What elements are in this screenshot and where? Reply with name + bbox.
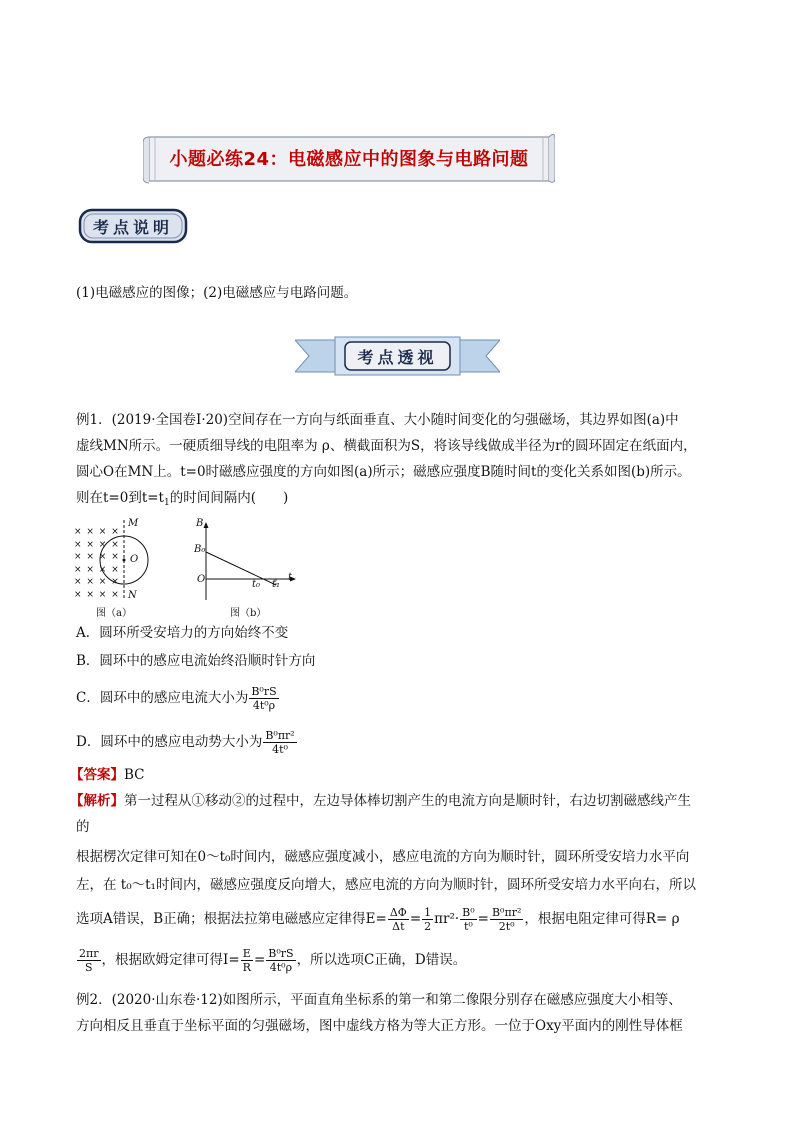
frac-denominator: S xyxy=(84,961,93,974)
frac-numerator: B⁰πr² xyxy=(491,906,522,919)
ex2-line1: 例2．(2020·山东卷·12)如图所示，平面直角坐标系的第一和第二像限分别存在磁感应强度大小相等、 xyxy=(76,992,682,1008)
frac-numerator: B⁰rS xyxy=(268,947,294,960)
figure-b-drawing xyxy=(194,522,299,602)
fraction-half xyxy=(422,906,433,933)
frac-numerator: 2πr xyxy=(79,947,99,960)
frac-denominator: 4t⁰ρ xyxy=(269,961,293,974)
frac-numerator: 1 xyxy=(424,906,432,919)
an5-text-a: 选项A错误，B正确；根据法拉第电磁感应定律得E= xyxy=(76,911,387,927)
answer-label: 【答案】 xyxy=(70,767,124,783)
label-O: O xyxy=(130,554,139,565)
figure-b xyxy=(194,518,299,619)
analysis-line6 xyxy=(76,947,466,974)
analysis-text-1: 第一过程从①移动②的过程中，左边导体棒切割产生的电流方向是顺时针，右边切割磁感线产生 xyxy=(124,793,691,809)
ex1-line4 xyxy=(76,488,288,513)
label-t0: t₀ xyxy=(252,579,261,590)
frac-denominator: t⁰ xyxy=(463,920,473,933)
ex1-line3: 圆心O在MN上。t=0时磁感应强度的方向如图(a)所示；磁感应强度B随时间t的变化关系如图(b)所示。 xyxy=(76,464,691,480)
label-t1: t₁ xyxy=(272,579,281,590)
fraction-b-t xyxy=(460,906,477,933)
explain-text: (1)电磁感应的图像；(2)电磁感应与电路问题。 xyxy=(76,285,358,301)
cross-row: × × × × xyxy=(74,589,120,600)
answer-value: BC xyxy=(124,767,145,783)
fraction-e-r xyxy=(241,947,253,974)
fraction-emf xyxy=(490,906,523,933)
option-d-fraction xyxy=(263,729,296,756)
page-title: 小题必练24：电磁感应中的图象与电路问题 xyxy=(169,149,529,170)
frac-numerator: ΔΦ xyxy=(389,906,407,919)
fraction-resistance xyxy=(77,947,101,974)
label-origin: O xyxy=(197,574,206,585)
cross-row: × × × × xyxy=(74,564,120,575)
option-d-text: D．圆环中的感应电动势大小为 xyxy=(76,734,263,750)
cross-row: × × × × xyxy=(74,527,120,537)
analysis-line4: 左，在 t₀～t₁时间内，磁感应强度反向增大，感应电流的方向为顺时针，圆环所受安培力水平向右，所以 xyxy=(76,877,696,893)
cross-row: × × × × xyxy=(74,577,120,587)
frac-denominator: R xyxy=(242,961,251,974)
frac-numerator: B⁰ xyxy=(462,906,475,919)
analysis-line2: 的 xyxy=(76,819,90,835)
label-B: B xyxy=(196,518,204,529)
analysis-line5 xyxy=(76,906,680,933)
frac-denominator: Δt xyxy=(392,920,405,933)
cross-row: × × × × xyxy=(74,539,120,550)
an5-text-b: ，根据电阻定律可得R= ρ xyxy=(524,911,680,927)
ex1-line1: 例1．(2019·全国卷Ⅰ·20)空间存在一方向与纸面垂直、大小随时间变化的匀强磁场，其边界如图(a)中 xyxy=(76,412,679,428)
frac-denominator: 4t⁰ xyxy=(272,743,288,756)
ex2-line2: 方向相反且垂直于坐标平面的匀强磁场，图中虚线方格为等大正方形。一位于Oxy平面内的刚性导体框 xyxy=(76,1018,683,1034)
frac-denominator: 2 xyxy=(424,920,432,933)
frac-numerator: E xyxy=(241,947,253,961)
eq-sign: = xyxy=(409,911,422,927)
section-badge-insight xyxy=(295,336,500,376)
analysis-line3: 根据楞次定律可知在0～t₀时间内，磁感应强度减小，感应电流的方向为顺时针，圆环所受安培力水平向 xyxy=(76,849,690,865)
ex1-line4-sub: 1 xyxy=(164,498,170,508)
option-b: B．圆环中的感应电流始终沿顺时针方向 xyxy=(76,653,316,669)
fraction-current xyxy=(266,947,295,974)
ex1-line2: 虚线MN所示。一硬质细导线的电阻率为 ρ、横截面积为S，将该导线做成半径为r的圆环固定在纸面内， xyxy=(76,438,697,454)
label-M: M xyxy=(128,518,139,529)
frac-denominator: 4t⁰ρ xyxy=(252,699,276,712)
section-badge-explain xyxy=(78,208,188,244)
label-N: N xyxy=(128,590,137,601)
ex1-line4-a: 则在t=0到t=t xyxy=(76,490,164,506)
option-d xyxy=(76,729,298,756)
fraction-dphi-dt xyxy=(388,906,409,933)
figure-b-caption: 图（b） xyxy=(230,608,267,619)
eq-term: πr²· xyxy=(434,911,460,927)
eq-sign: = xyxy=(253,952,266,968)
title-banner xyxy=(143,131,555,185)
label-t: t xyxy=(288,572,293,583)
option-c-fraction xyxy=(249,685,278,712)
ex1-line4-b: 的时间间隔内( ) xyxy=(169,490,289,506)
frac-numerator: B⁰rS xyxy=(251,685,277,698)
option-c-text: C．圆环中的感应电流大小为 xyxy=(76,690,249,706)
analysis-label: 【解析】 xyxy=(70,793,124,809)
label-B0: B₀ xyxy=(194,544,206,555)
frac-numerator: B⁰πr² xyxy=(265,729,295,742)
frac-denominator: 2t⁰ xyxy=(498,920,515,933)
answer-line xyxy=(70,765,145,785)
figure-a-drawing xyxy=(74,518,164,603)
figure-a-caption: 图（a） xyxy=(96,608,132,619)
badge-insight-label: 考点透视 xyxy=(357,348,438,367)
cross-row: × × × × xyxy=(74,552,120,562)
eq-sign: = xyxy=(477,911,489,927)
an6-text-b: ，所以选项C正确，D错误。 xyxy=(296,952,467,968)
option-a: A．圆环所受安培力的方向始终不变 xyxy=(76,625,289,641)
figure-a xyxy=(74,518,164,618)
an6-text-a: ，根据欧姆定律可得I= xyxy=(101,952,240,968)
analysis-line1 xyxy=(70,791,691,811)
option-c xyxy=(76,685,280,712)
badge-explain-label: 考点说明 xyxy=(92,218,173,237)
